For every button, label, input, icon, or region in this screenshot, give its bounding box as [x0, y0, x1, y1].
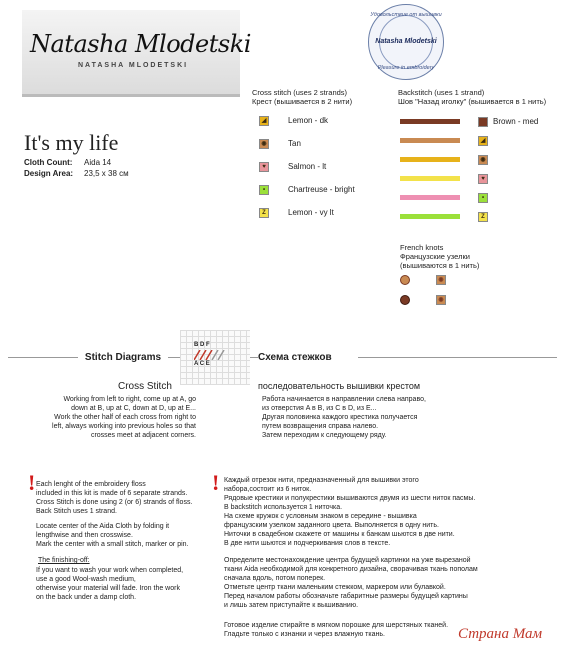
text-line: Перед началом работы обозначьте габаритные размеры будущей картины	[224, 593, 468, 600]
text-line: сначала вдоль, потом поперек.	[224, 575, 326, 582]
text-line: Cross Stitch is done using 2 (or 6) strands of floss.	[36, 499, 193, 506]
notes-en-strands	[36, 480, 226, 516]
backstitch-bar	[400, 157, 460, 162]
text-line: и лишь затем приступайте к вышиванию.	[224, 602, 359, 609]
text-line: из отверстия A в B, из C в D, из E...	[262, 405, 377, 412]
notes-ru-strands	[224, 476, 544, 548]
design-area	[24, 169, 129, 178]
text-line: набора,состоит из 6 ниток.	[224, 486, 312, 493]
cross-symbol-icon: ♥	[259, 162, 269, 172]
backstitch-bar	[400, 176, 460, 181]
text-line: Отметьте центр ткани маленьким стежком, маркером или булавкой.	[224, 584, 446, 591]
watermark: Страна Мам	[458, 626, 543, 642]
text-line: Другая половинка каждого крестика получается	[262, 414, 418, 421]
cloth-label: Cloth Count:	[24, 158, 73, 167]
text-line: французским узелком заданного цвета. Выполняется в одну нить.	[224, 522, 439, 529]
cross-stitch-text-ru	[262, 395, 512, 440]
backstitch-symbol-icon: ◉	[478, 155, 488, 165]
text-line: На схеме кружок с условным знаком в середине - вышивка	[224, 513, 417, 520]
logo-script: Natasha Mlodetski	[30, 30, 251, 58]
area-label: Design Area:	[24, 169, 74, 178]
cross-symbol-icon: •	[259, 185, 269, 195]
stitch-diagrams-title: Stitch Diagrams	[78, 352, 168, 370]
seal-top-text: Удовольствие от вышивки	[370, 12, 442, 18]
text-line: Mark the center with a small stitch, marker or pin.	[36, 541, 189, 548]
cross-symbol-icon: ◢	[259, 116, 269, 126]
cross-heading	[252, 88, 352, 106]
text-line: use a good Wool-wash medium,	[36, 576, 136, 583]
text-line: Working from left to right, come up at A, go	[63, 396, 196, 403]
seal-mid-text: Natasha Mlodetski	[375, 38, 437, 45]
cross-stitch-title-en: Cross Stitch	[118, 381, 172, 392]
stitch-diagram-grid	[180, 330, 250, 385]
logo-caps: NATASHA MLODETSKI	[78, 62, 189, 69]
french-heading	[400, 243, 479, 270]
text-line: down at B, up at C, down at D, up at E...	[71, 405, 196, 412]
french-heading-ru: Французские узелки	[400, 252, 470, 261]
text-line: Определите местонахождение центра будущей картинки на уже вырезаной	[224, 557, 471, 564]
cross-stitch-title-ru: последовательность вышивки крестом	[258, 381, 421, 391]
cloth-count	[24, 158, 112, 167]
text-line: on the back under a damp cloth.	[36, 594, 137, 601]
back-heading	[398, 88, 546, 106]
text-line: В backstitch используется 1 ниточка.	[224, 504, 343, 511]
warning-icon-ru: !	[212, 470, 220, 495]
text-line: Затем переходим к следующему ряду.	[262, 432, 387, 439]
backstitch-bar	[400, 214, 460, 219]
backstitch-symbol-icon: ♥	[478, 174, 488, 184]
french-knot-tan-symbol-icon: ◉	[436, 275, 446, 285]
text-line: Ниточки в свадебном скажете от машины к банкам шьются в две нити.	[224, 531, 455, 538]
cross-heading-en: Cross stitch (uses 2 strands)	[252, 88, 348, 97]
brown-med-label: Brown - med	[493, 117, 539, 126]
text-line: В две нити шьются и подчеркивания слов в тексте.	[224, 540, 391, 547]
french-heading-note: (вышиваются в 1 нить)	[400, 261, 480, 270]
back-heading-en: Backstitch (uses 1 strand)	[398, 88, 485, 97]
text-line: Locate center of the Aida Cloth by folding it	[36, 523, 170, 530]
backstitch-bar	[400, 138, 460, 143]
area-value: 23,5 x 38 см	[84, 169, 129, 178]
pleasure-seal	[368, 4, 444, 80]
french-knot-tan-icon	[400, 275, 410, 285]
text-line: Рядовые крестики и полукрестики вышиваются двумя из шести ниток пасмы.	[224, 495, 476, 502]
cross-symbol-icon: ◉	[259, 139, 269, 149]
finishing-title: The finishing-off:	[38, 557, 90, 564]
french-knot-brown-icon	[400, 295, 410, 305]
backstitch-bar	[400, 119, 460, 124]
text-line: Each lenght of the embroidery floss	[36, 481, 146, 488]
backstitch-symbol-icon: Z	[478, 212, 488, 222]
text-line: included in this kit is made of 6 separate strands.	[36, 490, 188, 497]
seal-bottom-text: Pleasure in embroidery	[377, 65, 435, 71]
cross-symbol-icon: Z	[259, 208, 269, 218]
backstitch-bar	[400, 195, 460, 200]
text-line: Работа начинается в направлении слева направо,	[262, 396, 426, 403]
french-heading-en: French knots	[400, 243, 444, 252]
cloth-value: Aida 14	[84, 158, 112, 167]
backstitch-brown-symbol-icon	[478, 117, 488, 127]
warning-icon-en: !	[28, 470, 36, 495]
back-heading-ru: Шов "Назад иголку" (вышивается в 1 нить)	[398, 97, 547, 106]
text-line: Готовое изделие стирайте в мягком порошке для шерстяных тканей.	[224, 622, 449, 629]
text-line: Гладьте только с изнанки и через влажную ткань.	[224, 631, 385, 638]
text-line: crosses meet at adjacent corners.	[90, 432, 196, 439]
french-knot-brown-symbol-icon: ◉	[436, 295, 446, 305]
cross-color-name: Tan	[288, 139, 301, 148]
text-line: If you want to wash your work when completed,	[36, 567, 184, 574]
text-line: otherwise your material will fade. Iron the work	[36, 585, 180, 592]
cross-stitch-text-en	[18, 395, 196, 440]
diagram-top-letters: B D F	[194, 342, 210, 348]
notes-en-finishing	[36, 566, 226, 602]
notes-en-center	[36, 522, 226, 549]
cross-color-name: Lemon - dk	[288, 116, 329, 125]
text-line: ткани Aida необходимой для конкретного дизайна, сворачивая ткань пополам	[224, 566, 478, 573]
text-line: Work the other half of each cross from right to	[54, 414, 196, 421]
page-title: It's my life	[24, 130, 119, 155]
cross-color-name: Salmon - lt	[288, 162, 327, 171]
notes-ru-center	[224, 556, 544, 610]
cross-color-name: Lemon - vy lt	[288, 208, 334, 217]
stitch-diagrams-title-ru: Схема стежков	[258, 352, 358, 370]
cross-heading-ru: Крест (вышивается в 2 нити)	[252, 97, 353, 106]
text-line: lengthwise and then crosswise.	[36, 532, 133, 539]
text-line: Каждый отрезок нити, предназначенный для вышивки этого	[224, 477, 419, 484]
text-line: left, always working into previous holes so that	[52, 423, 196, 430]
backstitch-symbol-icon: ◢	[478, 136, 488, 146]
text-line: путем возвращения справа налево.	[262, 423, 379, 430]
diagram-stitch-lines	[194, 350, 234, 360]
backstitch-symbol-icon: •	[478, 193, 488, 203]
cross-color-name: Chartreuse - bright	[288, 185, 355, 194]
diagram-bottom-letters: A C E	[194, 361, 210, 367]
text-line: Back Stitch uses 1 strand.	[36, 508, 117, 515]
